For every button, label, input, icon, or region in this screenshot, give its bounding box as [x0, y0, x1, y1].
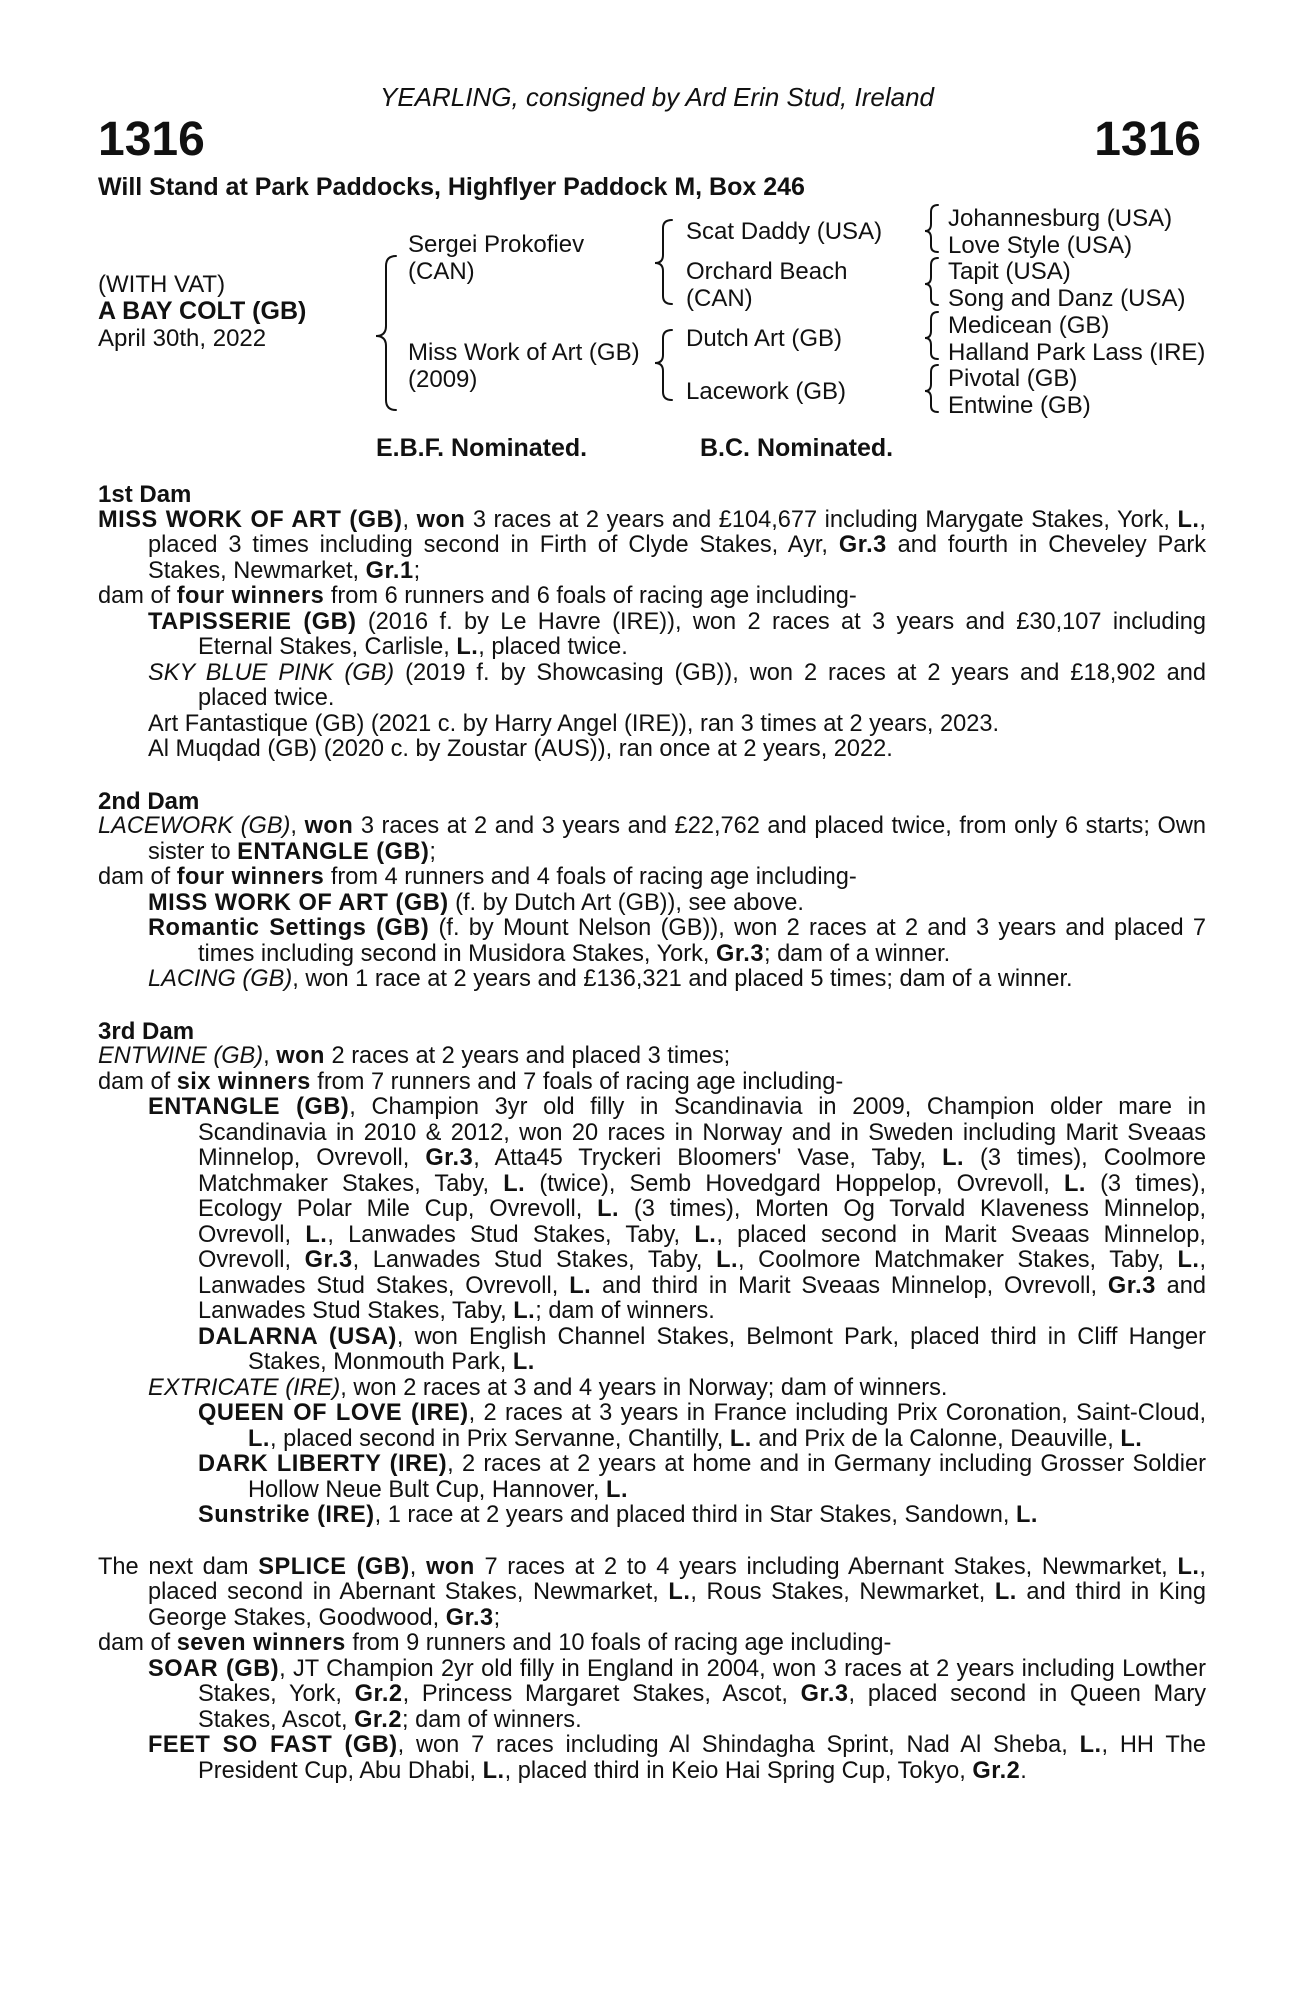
horse-name: Sunstrike (IRE) [198, 1502, 375, 1528]
brace-gen3-3 [925, 312, 938, 359]
won-label: won [416, 506, 466, 533]
dam-dam-name: Lacework (GB) [686, 378, 847, 405]
produce-entry: Al Muqdad (GB) (2020 c. by Zoustar (AUS)), ran once at 2 years, 2022. [148, 736, 893, 762]
sire-line-1: Sergei Prokofiev [408, 231, 585, 258]
dam-sire-name: Dutch Art (GB) [686, 325, 843, 352]
lot-number-right: 1316 [1094, 113, 1201, 166]
dam-name [408, 339, 640, 393]
spacer [98, 1529, 1206, 1555]
gen3-ancestor: Song and Danz (USA) [948, 285, 1186, 312]
gen3-ancestor: Medicean (GB) [948, 312, 1110, 339]
record-text: 3 races at 2 and 3 years and £22,762 and placed twice, from only 6 starts; Own sister to [148, 813, 1206, 865]
produce-text: from 7 runners and 7 foals of racing age including- [310, 1068, 844, 1095]
dam-record: LACEWORK (GB), won 3 races at 2 and 3 years and £22,762 and placed twice, from only 6 starts; Own sister to ENTANGLE (GB); [98, 813, 1206, 865]
horse-name: ENTANGLE (GB) [148, 1094, 350, 1120]
sire-sire-name: Scat Daddy (USA) [686, 218, 883, 245]
horse-name: LACING (GB) [148, 966, 293, 992]
group-marker: Gr.1 [365, 557, 414, 584]
entry-text: , placed twice. [478, 634, 628, 660]
produce-entry: ENTANGLE (GB), Champion 3yr old filly in Scandinavia in 2009, Champion older mare in Scandinavia in 2010 & 2012, won 20 races in Norway and in Sweden including Marit Sveaas Minnelop, Ovrevoll, Gr.3, Atta45 Tryckeri Bloomers' Vase, Taby, L. (3 times), Coolmore Matchmaker Stakes, Taby, L. (twice), Semb Hovedgard Hoppelop, Ovrevoll, L. (3 times), Ecology Polar Mile Cup, Ovrevoll, L. (3 times), Morten Og Torvald Klaveness Minnelop, Ovrevoll, L., Lanwades Stud Stakes, Taby, L., placed second in Marit Sveaas Minnelop, Ovrevoll, Gr.3, Lanwades Stud Stakes, Taby, L., Coolmore Matchmaker Stakes, Taby, L., Lanwades Stud Stakes, Ovrevoll, L. and third in Marit Sveaas Minnelop, Ovrevoll, Gr.3 and Lanwades Stud Stakes, Taby, L.; dam of winners. [148, 1094, 1207, 1324]
ebf-nomination: E.B.F. Nominated. [376, 434, 588, 462]
produce-text: dam of [98, 864, 177, 890]
produce-entry [98, 661, 1206, 712]
section-heading: 2nd Dam [98, 787, 200, 815]
section-heading: 3rd Dam [98, 1017, 195, 1045]
produce-entry: SOAR (GB), JT Champion 2yr old filly in England in 2004, won 3 races at 2 years including Lowther Stakes, York, Gr.2, Princess Margaret Stakes, Ascot, Gr.3, placed second in Queen Mary Stakes, Ascot, Gr.2; dam of winners. [148, 1655, 1207, 1733]
entry-text: (f. by Dutch Art (GB)), see above. [448, 889, 804, 916]
horse-name: MISS WORK OF ART (GB) [148, 889, 449, 916]
sister-name: ENTANGLE (GB) [237, 838, 430, 865]
sire-name [408, 231, 584, 285]
record-text: 2 races at 2 years and placed 3 times; [324, 1043, 731, 1069]
brace-gen2-sire [655, 220, 672, 304]
produce-text: from 4 runners and 4 foals of racing age including- [324, 864, 857, 890]
produce-text: dam of [98, 1068, 177, 1095]
gen3-ancestor: Johannesburg (USA) [948, 205, 1173, 232]
consignment-line: YEARLING, consigned by Ard Erin Stud, Ireland [380, 82, 934, 112]
gen3-ancestor: Tapit (USA) [948, 258, 1071, 285]
produce-summary [98, 584, 1206, 610]
horse-name: DALARNA (USA) [198, 1323, 397, 1350]
dam-name: ENTWINE (GB) [98, 1043, 264, 1069]
brace-gen3-1 [925, 205, 938, 252]
produce-text: from 6 runners and 6 foals of racing age including- [324, 583, 857, 609]
entry-text: (2019 f. by Showcasing (GB)), won 2 races at 2 years and £18,902 and placed twice. [198, 659, 1206, 711]
record-text: , placed 3 times including second in Firth of Clyde Stakes, Ayr, [148, 506, 1206, 558]
produce-entry [98, 891, 1206, 917]
brace-gen3-2 [925, 258, 938, 305]
gen3-ancestor: Halland Park Lass (IRE) [948, 339, 1206, 366]
foaling-date: April 30th, 2022 [98, 325, 267, 352]
dam-name: LACEWORK (GB) [98, 813, 291, 839]
record-text: ; [429, 838, 436, 865]
entry-text: ; dam of a winner. [763, 940, 951, 967]
horse-name: QUEEN OF LOVE (IRE) [198, 1400, 469, 1426]
entry-text: , won 1 race at 2 years and £136,321 and placed 5 times; dam of a winner. [292, 966, 1073, 992]
horse-name: DARK LIBERTY (IRE) [198, 1451, 448, 1477]
gen3-ancestor: Pivotal (GB) [948, 365, 1078, 392]
group-marker: Gr.3 [716, 940, 764, 967]
produce-entry: DARK LIBERTY (IRE), 2 races at 2 years at home and in Germany including Grosser Soldier Hollow Neue Bult Cup, Hannover, L. [198, 1451, 1206, 1503]
record-text: ; [413, 557, 421, 584]
record-text: 3 races at 2 years and £104,677 including Marygate Stakes, York, [465, 506, 1178, 533]
produce-entry: EXTRICATE (IRE), won 2 races at 3 and 4 years in Norway; dam of winners. [148, 1374, 948, 1401]
brace-gen3-4 [925, 365, 938, 412]
horse-name: SOAR (GB) [148, 1655, 280, 1682]
bc-nomination: B.C. Nominated. [700, 434, 894, 462]
vat-note: (WITH VAT) [98, 271, 226, 298]
family-details [98, 482, 1206, 1784]
horse-name: FEET SO FAST (GB) [148, 1732, 398, 1758]
produce-text: dam of [98, 583, 177, 609]
horse-name: Romantic Settings (GB) [148, 915, 430, 941]
won-label: won [304, 813, 354, 839]
produce-entry: Sunstrike (IRE), 1 race at 2 years and placed third in Star Stakes, Sandown, L. [198, 1502, 1038, 1528]
sire-dam-line-2: (CAN) [686, 285, 753, 312]
winners-count: seven winners [176, 1630, 346, 1656]
horse-name: SKY BLUE PINK (GB) [148, 659, 395, 686]
produce-entry [98, 967, 1206, 993]
gen3-ancestor: Entwine (GB) [948, 392, 1091, 419]
dam-record: MISS WORK OF ART (GB), won 3 races at 2 years and £104,677 including Marygate Stakes, York, L., placed 3 times including second in Firth of Clyde Stakes, Ayr, Gr.3 and fourth in Cheveley Park Stakes, Newmarket, Gr.1; [98, 506, 1206, 584]
record-text: and fourth in Cheveley Park Stakes, Newmarket, [148, 532, 1206, 584]
winners-count: four winners [176, 583, 325, 609]
entry-text: (2016 f. by Le Havre (IRE)), won 2 races at 3 years and £30,107 including Eternal Stakes, Carlisle, [198, 608, 1206, 660]
dam-name: SPLICE (GB) [258, 1553, 410, 1580]
produce-entry: QUEEN OF LOVE (IRE), 2 races at 3 years in France including Prix Coronation, Saint-Cloud, L., placed second in Prix Servanne, Chantilly, L. and Prix de la Calonne, Deauville, L. [198, 1400, 1206, 1452]
produce-summary [98, 865, 1206, 891]
spacer [98, 993, 1206, 1019]
produce-summary: dam of seven winners from 9 runners and 10 foals of racing age including- [98, 1630, 892, 1656]
produce-entry: FEET SO FAST (GB), won 7 races including Al Shindagha Sprint, Nad Al Sheba, L., HH The President Cup, Abu Dhabi, L., placed third in Keio Hai Spring Cup, Tokyo, Gr.2. [148, 1732, 1206, 1784]
spacer [98, 763, 1206, 789]
winners-count: six winners [176, 1068, 311, 1095]
lot-number-left: 1316 [98, 113, 205, 166]
won-label: won [276, 1043, 325, 1069]
subject-name: A BAY COLT (GB) [98, 297, 307, 325]
section-heading: 1st Dam [98, 481, 192, 508]
dam-name: MISS WORK OF ART (GB) [98, 506, 403, 533]
listed-marker: L. [456, 634, 479, 660]
horse-name: EXTRICATE (IRE) [148, 1374, 341, 1401]
gen3-ancestor: Love Style (USA) [948, 232, 1133, 259]
entry-text: (f. by Mount Nelson (GB)), won 2 races at 2 and 3 years and placed 7 times including second in Musidora Stakes, York, [198, 915, 1206, 967]
group-marker: Gr.3 [838, 532, 887, 558]
dam-line-1: Miss Work of Art (GB) [408, 339, 640, 366]
produce-entry: Art Fantastique (GB) (2021 c. by Harry Angel (IRE)), ran 3 times at 2 years, 2023. [148, 710, 1000, 737]
sire-line-2: (CAN) [408, 258, 475, 285]
stand-location: Will Stand at Park Paddocks, Highflyer Paddock M, Box 246 [98, 173, 805, 201]
sire-dam-line-1: Orchard Beach [686, 258, 848, 285]
produce-summary [98, 1070, 1206, 1096]
dam-line-2: (2009) [408, 366, 478, 393]
brace-gen2-dam [655, 330, 672, 400]
sire-dam-name [686, 258, 847, 312]
listed-marker: L. [1177, 506, 1200, 533]
produce-entry: DALARNA (USA), won English Channel Stakes, Belmont Park, placed third in Cliff Hanger Stakes, Monmouth Park, L. [198, 1323, 1206, 1375]
winners-count: four winners [176, 864, 325, 890]
brace-gen1 [376, 256, 396, 410]
produce-entry [98, 916, 1206, 967]
produce-entry [98, 610, 1206, 661]
next-dam-record: The next dam SPLICE (GB), won 7 races at 2 to 4 years including Abernant Stakes, Newmarket, L., placed second in Abernant Stakes, Newmarket, L., Rous Stakes, Newmarket, L. and third in King George Stakes, Goodwood, Gr.3; [98, 1553, 1206, 1631]
horse-name: TAPISSERIE (GB) [148, 608, 357, 635]
dam-record: ENTWINE (GB), won 2 races at 2 years and placed 3 times; [98, 1043, 731, 1069]
